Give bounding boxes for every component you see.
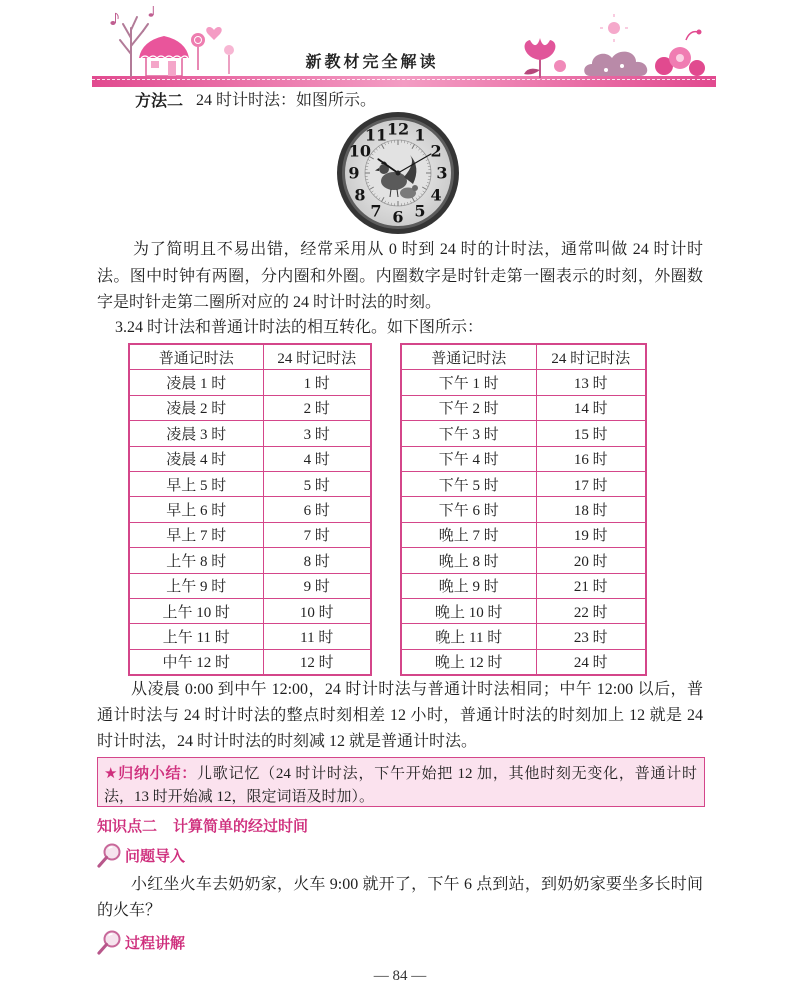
explanation-line-3: 时计时法，24 时计时法的时刻减 12 就是普通计时法。 bbox=[97, 733, 478, 750]
intro-line-3: 字是时针走第二圈所对应的 24 时计时法的时刻。 bbox=[97, 294, 442, 311]
conversion-table-afternoon bbox=[400, 343, 647, 676]
table-cell: 下午 3 时 bbox=[401, 421, 536, 446]
intro-line-2: 法。图中时钟有两圈，分内圈和外圈。内圈数字是时针走第一圈表示的时刻，外圈数 bbox=[97, 268, 703, 285]
table-cell: 18 时 bbox=[536, 497, 646, 522]
clock-numeral: 2 bbox=[430, 141, 442, 161]
table-row bbox=[129, 624, 371, 649]
table-cell: 9 时 bbox=[263, 573, 371, 598]
table-row bbox=[401, 598, 646, 623]
table-row bbox=[401, 573, 646, 598]
summary-line-2: 法，13 时开始减 12，限定词语及时加）。 bbox=[104, 789, 375, 805]
summary-line-1 bbox=[104, 763, 697, 783]
table-cell: 14 时 bbox=[536, 395, 646, 420]
table-row bbox=[129, 573, 371, 598]
intro-line-1: 为了简明且不易出错，经常采用从 0 时到 24 时的计时法，通常叫做 24 时计时 bbox=[133, 241, 703, 258]
table-cell: 15 时 bbox=[536, 421, 646, 446]
knowledge-point-heading bbox=[97, 816, 308, 836]
clock-numeral: 1 bbox=[414, 125, 426, 145]
table-row bbox=[401, 471, 646, 496]
section-process-explanation: 过程讲解 bbox=[125, 934, 186, 952]
clock-numeral: 10 bbox=[348, 141, 372, 161]
clock-illustration bbox=[336, 111, 460, 235]
clock-numeral: 8 bbox=[354, 185, 366, 205]
method-line bbox=[135, 91, 183, 111]
table-row bbox=[401, 624, 646, 649]
clock-numeral: 12 bbox=[386, 119, 410, 139]
table-row bbox=[129, 395, 371, 420]
table-cell: 17 时 bbox=[536, 471, 646, 496]
table-cell: 上午 10 时 bbox=[129, 598, 263, 623]
table-cell: 12 时 bbox=[263, 649, 371, 675]
table-row bbox=[129, 471, 371, 496]
table-cell: 6 时 bbox=[263, 497, 371, 522]
column-header-standard: 普通记时法 bbox=[129, 344, 263, 370]
knowledge-point-title: 计算简单的经过时间 bbox=[173, 817, 309, 835]
method-text: 24 时计时法：如图所示。 bbox=[196, 92, 377, 109]
magnifier-icon bbox=[96, 842, 124, 870]
column-header-standard: 普通记时法 bbox=[401, 344, 536, 370]
table-cell: 凌晨 2 时 bbox=[129, 395, 263, 420]
table-cell: 早上 7 时 bbox=[129, 522, 263, 547]
table-cell: 上午 11 时 bbox=[129, 624, 263, 649]
clock-numeral: 7 bbox=[370, 201, 382, 221]
table-cell: 11 时 bbox=[263, 624, 371, 649]
table-cell: 3 时 bbox=[263, 421, 371, 446]
table-cell: 晚上 7 时 bbox=[401, 522, 536, 547]
table-cell: 24 时 bbox=[536, 649, 646, 675]
table-row bbox=[129, 370, 371, 395]
table-row bbox=[401, 497, 646, 522]
table-cell: 早上 5 时 bbox=[129, 471, 263, 496]
flower-icon bbox=[655, 30, 705, 77]
table-cell: 晚上 10 时 bbox=[401, 598, 536, 623]
clock-numeral: 4 bbox=[430, 185, 442, 205]
table-row bbox=[129, 649, 371, 675]
table-row bbox=[401, 649, 646, 675]
header-title: 新教材完全解读 bbox=[305, 52, 439, 71]
table-cell: 中午 12 时 bbox=[129, 649, 263, 675]
section-problem-intro: 问题导入 bbox=[125, 847, 186, 865]
table-cell: 下午 6 时 bbox=[401, 497, 536, 522]
knowledge-point-label: 知识点二 bbox=[97, 817, 158, 835]
table-cell: 2 时 bbox=[263, 395, 371, 420]
conversion-heading: 3.24 时计法和普通计时法的相互转化。如下图所示： bbox=[115, 319, 484, 336]
table-cell: 5 时 bbox=[263, 471, 371, 496]
flower-icon bbox=[191, 27, 234, 74]
table-cell: 1 时 bbox=[263, 370, 371, 395]
table-row bbox=[129, 421, 371, 446]
table-cell: 凌晨 4 时 bbox=[129, 446, 263, 471]
summary-box bbox=[97, 757, 705, 807]
table-cell: 19 时 bbox=[536, 522, 646, 547]
clock-numeral: 6 bbox=[392, 207, 404, 227]
table-row bbox=[401, 395, 646, 420]
table-cell: 16 时 bbox=[536, 446, 646, 471]
table-row bbox=[129, 548, 371, 573]
table-cell: 上午 8 时 bbox=[129, 548, 263, 573]
header-decoration bbox=[0, 0, 800, 92]
house-icon bbox=[139, 36, 189, 76]
cloud-icon bbox=[584, 52, 647, 76]
column-header-24h: 24 时记时法 bbox=[536, 344, 646, 370]
table-cell: 22 时 bbox=[536, 598, 646, 623]
table-cell: 晚上 9 时 bbox=[401, 573, 536, 598]
table-cell: 下午 2 时 bbox=[401, 395, 536, 420]
table-cell: 下午 1 时 bbox=[401, 370, 536, 395]
table-row bbox=[401, 446, 646, 471]
table-row bbox=[401, 548, 646, 573]
question-line-1: 小红坐火车去奶奶家，火车 9:00 就开了，下午 6 点到站，到奶奶家要坐多长时间 bbox=[131, 876, 703, 893]
table-row bbox=[129, 446, 371, 471]
clock-numeral: 5 bbox=[414, 201, 426, 221]
page-number: — 84 — bbox=[373, 968, 427, 984]
clock-center-pin bbox=[396, 171, 401, 176]
music-note-icon bbox=[110, 6, 153, 25]
table-cell: 8 时 bbox=[263, 548, 371, 573]
table-row bbox=[129, 522, 371, 547]
table-cell: 下午 4 时 bbox=[401, 446, 536, 471]
table-cell: 下午 5 时 bbox=[401, 471, 536, 496]
table-cell: 晚上 8 时 bbox=[401, 548, 536, 573]
table-cell: 凌晨 1 时 bbox=[129, 370, 263, 395]
table-cell: 晚上 12 时 bbox=[401, 649, 536, 675]
clock-numeral: 11 bbox=[364, 125, 388, 145]
table-cell: 4 时 bbox=[263, 446, 371, 471]
table-header-row bbox=[401, 344, 646, 370]
summary-label: ★归纳小结： bbox=[104, 764, 198, 782]
table-header-row bbox=[129, 344, 371, 370]
summary-text-1: 儿歌记忆（24 时计时法，下午开始把 12 加，其他时刻无变化，普通计时 bbox=[197, 766, 697, 782]
table-cell: 7 时 bbox=[263, 522, 371, 547]
table-cell: 凌晨 3 时 bbox=[129, 421, 263, 446]
table-cell: 20 时 bbox=[536, 548, 646, 573]
table-cell: 上午 9 时 bbox=[129, 573, 263, 598]
table-row bbox=[129, 497, 371, 522]
method-label: 方法二 bbox=[135, 91, 184, 110]
column-header-24h: 24 时记时法 bbox=[263, 344, 371, 370]
question-line-2: 的火车？ bbox=[97, 902, 162, 919]
table-cell: 早上 6 时 bbox=[129, 497, 263, 522]
clock-numeral: 3 bbox=[436, 163, 448, 183]
explanation-line-1: 从凌晨 0:00 到中午 12:00，24 时计时法与普通计时法相同；中午 12:00 以后，普 bbox=[131, 681, 703, 698]
table-cell: 10 时 bbox=[263, 598, 371, 623]
table-row bbox=[401, 421, 646, 446]
table-cell: 晚上 11 时 bbox=[401, 624, 536, 649]
table-cell: 21 时 bbox=[536, 573, 646, 598]
flower-icon bbox=[524, 38, 566, 78]
sun-icon bbox=[600, 14, 628, 42]
table-row bbox=[129, 598, 371, 623]
explanation-line-2: 通计时法与 24 时计时法的整点时刻相差 12 小时，普通计时法的时刻加上 12 就是 24 bbox=[97, 707, 703, 724]
tree-icon bbox=[120, 17, 148, 76]
table-row bbox=[401, 522, 646, 547]
table-row bbox=[401, 370, 646, 395]
clock-numeral: 9 bbox=[348, 163, 360, 183]
magnifier-icon bbox=[96, 929, 124, 957]
conversion-table-morning bbox=[128, 343, 372, 676]
header-band bbox=[92, 76, 716, 87]
table-cell: 23 时 bbox=[536, 624, 646, 649]
table-cell: 13 时 bbox=[536, 370, 646, 395]
